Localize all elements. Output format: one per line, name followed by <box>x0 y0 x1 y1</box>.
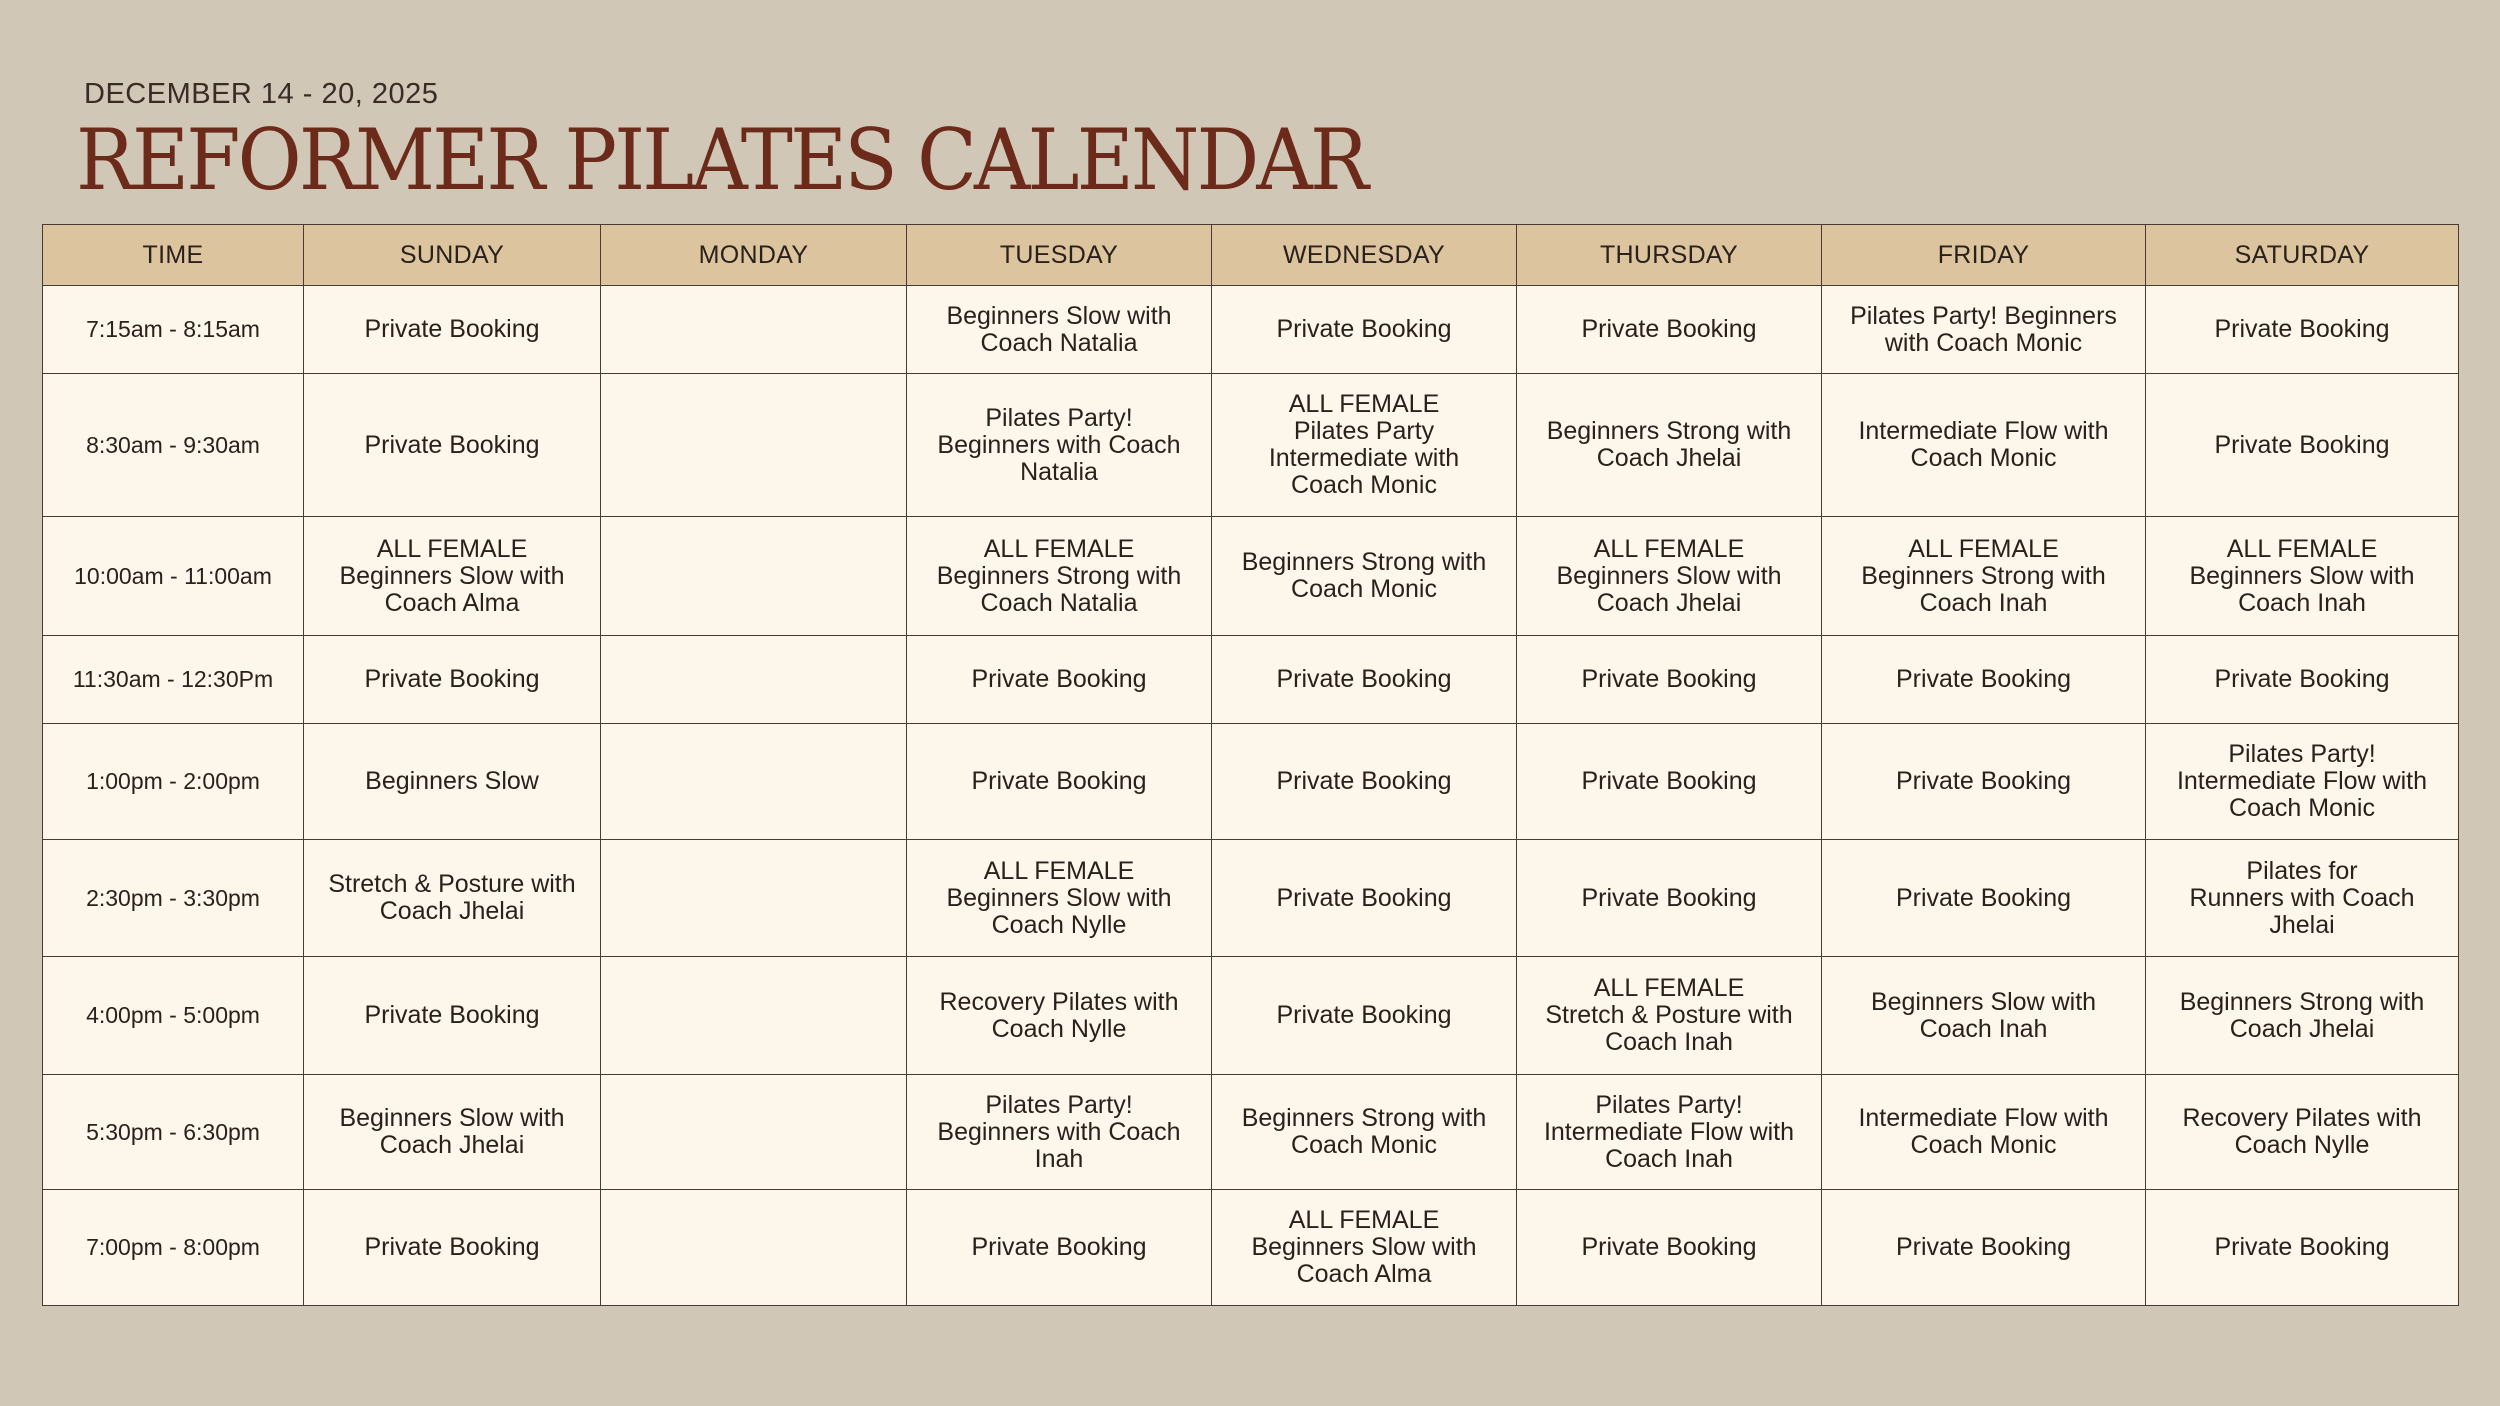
class-text-line: Coach Monic <box>1910 1131 2057 1159</box>
class-text-line: Private Booking <box>1276 883 1452 912</box>
class-text-line: Beginners Slow with <box>1251 1233 1477 1261</box>
class-cell-monday <box>601 1190 907 1306</box>
class-text-line: Private Booking <box>1581 883 1757 912</box>
class-cell-tuesday <box>907 286 1212 374</box>
class-text-line: ALL FEMALE <box>1288 390 1440 418</box>
column-header-monday: MONDAY <box>601 225 907 286</box>
class-text-line: Coach Monic <box>1291 1131 1437 1159</box>
class-text-line: Private Booking <box>971 767 1147 795</box>
class-text-line: ALL FEMALE <box>1288 1206 1440 1234</box>
class-cell-saturday <box>2146 724 2459 840</box>
class-text-line: Beginners Strong with <box>2179 987 2425 1016</box>
class-cell-wednesday <box>1212 517 1517 636</box>
class-text-line: Coach Jhelai <box>379 897 525 925</box>
class-text-line: Private Booking <box>364 430 540 459</box>
class-text-line: with Coach Monic <box>1884 328 2083 357</box>
class-cell-sunday <box>304 840 601 957</box>
class-text-line: ALL FEMALE <box>1593 974 1745 1002</box>
class-text-line: Beginners Slow with <box>946 883 1172 912</box>
class-cell-monday <box>601 517 907 636</box>
class-text-line: Runners with Coach <box>2189 883 2415 912</box>
class-cell-friday <box>1822 840 2146 957</box>
class-text-line: Beginners Slow with <box>2189 561 2415 590</box>
table-row <box>43 286 2459 374</box>
class-text-line: Private Booking <box>364 1233 540 1261</box>
class-text-line: Beginners Strong with <box>1546 417 1792 445</box>
class-text-line: Coach Nylle <box>991 1014 1127 1043</box>
table-row <box>43 957 2459 1075</box>
class-cell-tuesday <box>907 517 1212 636</box>
class-text-line: Stretch & Posture with <box>328 870 576 898</box>
class-cell-sunday <box>304 374 601 517</box>
time-slot-cell: 8:30am - 9:30am <box>43 374 304 517</box>
class-text-line: Beginners Slow with <box>339 1104 565 1132</box>
class-text-line: Intermediate Flow with <box>1543 1117 1795 1146</box>
column-header-sunday: SUNDAY <box>304 225 601 286</box>
class-text-line: Coach Jhelai <box>379 1131 525 1159</box>
page-title: REFORMER PILATES CALENDAR <box>76 111 1367 209</box>
time-slot-cell: 7:00pm - 8:00pm <box>43 1190 304 1306</box>
class-text-line: Pilates Party! <box>1595 1090 1743 1119</box>
class-text-line: Private Booking <box>971 665 1147 693</box>
class-cell-wednesday <box>1212 1075 1517 1190</box>
table-row <box>43 1190 2459 1306</box>
class-cell-monday <box>601 957 907 1075</box>
class-text-line: Coach Natalia <box>980 588 1138 617</box>
class-cell-sunday <box>304 517 601 636</box>
date-range: DECEMBER 14 - 20, 2025 <box>84 78 439 110</box>
class-text-line: Coach Alma <box>384 588 520 617</box>
column-header-thursday: THURSDAY <box>1517 225 1822 286</box>
class-text-line: Intermediate Flow with <box>2176 767 2428 795</box>
column-header-tuesday: TUESDAY <box>907 225 1212 286</box>
class-text-line: Coach Alma <box>1296 1260 1432 1288</box>
class-cell-friday <box>1822 1075 2146 1190</box>
class-text-line: ALL FEMALE <box>1908 534 2059 563</box>
time-slot-cell: 5:30pm - 6:30pm <box>43 1075 304 1190</box>
class-text-line: Coach Inah <box>1919 588 2048 617</box>
class-cell-friday <box>1822 1190 2146 1306</box>
class-cell-sunday <box>304 724 601 840</box>
class-text-line: ALL FEMALE <box>2226 534 2378 563</box>
class-cell-thursday <box>1517 374 1822 517</box>
class-cell-thursday <box>1517 1075 1822 1190</box>
class-text-line: Private Booking <box>1581 1233 1757 1261</box>
class-text-line: Intermediate with <box>1268 444 1460 472</box>
class-text-line: Private Booking <box>1895 883 2072 912</box>
class-text-line: Coach Inah <box>2238 588 2366 617</box>
class-cell-tuesday <box>907 1190 1212 1306</box>
table-row <box>43 374 2459 517</box>
class-cell-thursday <box>1517 957 1822 1075</box>
class-text-line: Beginners Slow with <box>946 301 1172 330</box>
class-text-line: Pilates for <box>2246 856 2358 885</box>
class-text-line: Private Booking <box>1895 767 2072 795</box>
class-text-line: Private Booking <box>2214 430 2390 459</box>
class-text-line: Private Booking <box>1276 665 1452 693</box>
class-text-line: Beginners Slow <box>365 767 539 795</box>
class-cell-monday <box>601 374 907 517</box>
class-cell-monday <box>601 840 907 957</box>
class-text-line: Private Booking <box>364 315 540 343</box>
time-slot-cell: 10:00am - 11:00am <box>43 517 304 636</box>
class-text-line: Coach Jhelai <box>1596 588 1742 617</box>
class-cell-wednesday <box>1212 724 1517 840</box>
class-cell-saturday <box>2146 286 2459 374</box>
class-text-line: Pilates Party <box>1293 417 1435 445</box>
class-text-line: Private Booking <box>2214 1233 2390 1261</box>
class-text-line: Recovery Pilates with <box>939 987 1179 1016</box>
class-text-line: Beginners Strong with <box>1241 1104 1487 1132</box>
class-text-line: Private Booking <box>971 1233 1147 1261</box>
table-row <box>43 1075 2459 1190</box>
class-cell-saturday <box>2146 636 2459 724</box>
class-cell-sunday <box>304 636 601 724</box>
class-text-line: Pilates Party! <box>985 1090 1133 1119</box>
class-text-line: Pilates Party! <box>2228 740 2376 768</box>
class-cell-tuesday <box>907 724 1212 840</box>
class-cell-thursday <box>1517 517 1822 636</box>
table-row <box>43 517 2459 636</box>
class-text-line: Private Booking <box>2214 315 2390 343</box>
class-cell-friday <box>1822 517 2146 636</box>
class-cell-saturday <box>2146 1075 2459 1190</box>
class-text-line: ALL FEMALE <box>1593 534 1745 563</box>
class-text-line: Pilates Party! <box>985 403 1133 432</box>
class-text-line: Private Booking <box>1581 767 1757 795</box>
class-cell-monday <box>601 724 907 840</box>
class-cell-saturday <box>2146 840 2459 957</box>
table-row <box>43 840 2459 957</box>
time-slot-cell: 7:15am - 8:15am <box>43 286 304 374</box>
class-text-line: Intermediate Flow with <box>1858 1104 2109 1132</box>
class-text-line: Beginners Strong with <box>1861 561 2106 590</box>
class-text-line: Pilates Party! Beginners <box>1850 301 2117 330</box>
class-text-line: Beginners Strong with <box>936 561 1182 590</box>
class-text-line: Private Booking <box>1276 315 1452 343</box>
class-cell-tuesday <box>907 957 1212 1075</box>
class-text-line: Coach Jhelai <box>1596 444 1742 472</box>
class-cell-monday <box>601 636 907 724</box>
column-header-time: TIME <box>43 225 304 286</box>
class-text-line: Private Booking <box>1895 665 2072 693</box>
class-text-line: Beginners Strong with <box>1241 548 1487 576</box>
class-cell-friday <box>1822 636 2146 724</box>
class-text-line: Coach Natalia <box>980 328 1138 357</box>
class-cell-sunday <box>304 1075 601 1190</box>
class-text-line: Coach Inah <box>1605 1028 1733 1056</box>
class-text-line: Coach Monic <box>1910 444 2057 472</box>
class-text-line: Coach Monic <box>1291 575 1437 603</box>
class-text-line: Beginners Slow with <box>339 561 565 590</box>
class-cell-wednesday <box>1212 1190 1517 1306</box>
class-cell-saturday <box>2146 517 2459 636</box>
class-cell-friday <box>1822 724 2146 840</box>
class-text-line: Private Booking <box>1581 665 1757 693</box>
column-header-saturday: SATURDAY <box>2146 225 2459 286</box>
table-row <box>43 636 2459 724</box>
class-text-line: Stretch & Posture with <box>1545 1001 1793 1029</box>
class-cell-wednesday <box>1212 957 1517 1075</box>
class-text-line: Coach Inah <box>1919 1014 2048 1043</box>
class-text-line: Natalia <box>1020 457 1098 486</box>
class-text-line: Coach Nylle <box>991 910 1127 939</box>
class-cell-tuesday <box>907 840 1212 957</box>
class-cell-thursday <box>1517 1190 1822 1306</box>
class-cell-wednesday <box>1212 636 1517 724</box>
class-cell-tuesday <box>907 1075 1212 1190</box>
class-cell-friday <box>1822 286 2146 374</box>
class-cell-tuesday <box>907 374 1212 517</box>
time-slot-cell: 4:00pm - 5:00pm <box>43 957 304 1075</box>
table-row <box>43 724 2459 840</box>
class-text-line: Coach Monic <box>2229 794 2375 822</box>
time-slot-cell: 1:00pm - 2:00pm <box>43 724 304 840</box>
class-text-line: Private Booking <box>1276 1001 1452 1029</box>
class-text-line: Private Booking <box>364 1001 540 1029</box>
class-cell-thursday <box>1517 724 1822 840</box>
class-cell-sunday <box>304 1190 601 1306</box>
class-text-line: Private Booking <box>2214 665 2390 693</box>
class-text-line: Private Booking <box>1895 1233 2072 1261</box>
class-text-line: ALL FEMALE <box>983 534 1135 563</box>
class-cell-thursday <box>1517 636 1822 724</box>
class-cell-thursday <box>1517 286 1822 374</box>
class-text-line: Private Booking <box>1581 315 1757 343</box>
class-text-line: ALL FEMALE <box>376 534 528 563</box>
class-text-line: Coach Nylle <box>2234 1131 2370 1159</box>
class-cell-friday <box>1822 374 2146 517</box>
class-cell-wednesday <box>1212 840 1517 957</box>
class-text-line: Coach Jhelai <box>2229 1014 2375 1043</box>
class-text-line: Coach Inah <box>1605 1144 1733 1173</box>
class-cell-saturday <box>2146 1190 2459 1306</box>
class-text-line: Intermediate Flow with <box>1858 417 2109 445</box>
time-slot-cell: 2:30pm - 3:30pm <box>43 840 304 957</box>
class-cell-friday <box>1822 957 2146 1075</box>
column-header-wednesday: WEDNESDAY <box>1212 225 1517 286</box>
header-row <box>43 225 2459 286</box>
class-text-line: Inah <box>1034 1144 1084 1173</box>
class-cell-monday <box>601 286 907 374</box>
class-cell-thursday <box>1517 840 1822 957</box>
class-text-line: Recovery Pilates with <box>2182 1104 2422 1132</box>
class-cell-wednesday <box>1212 374 1517 517</box>
class-text-line: Jhelai <box>2269 910 2335 939</box>
class-text-line: Beginners with Coach <box>937 1117 1181 1146</box>
class-cell-sunday <box>304 957 601 1075</box>
class-cell-saturday <box>2146 957 2459 1075</box>
class-cell-wednesday <box>1212 286 1517 374</box>
time-slot-cell: 11:30am - 12:30Pm <box>43 636 304 724</box>
class-cell-saturday <box>2146 374 2459 517</box>
class-text-line: Beginners with Coach <box>937 430 1181 459</box>
class-text-line: Coach Monic <box>1291 471 1437 499</box>
class-text-line: Beginners Slow with <box>1870 987 2097 1016</box>
class-cell-monday <box>601 1075 907 1190</box>
schedule-table <box>42 224 2459 1306</box>
class-text-line: Beginners Slow with <box>1556 561 1782 590</box>
class-cell-sunday <box>304 286 601 374</box>
class-text-line: Private Booking <box>1276 767 1452 795</box>
class-cell-tuesday <box>907 636 1212 724</box>
class-text-line: Private Booking <box>364 665 540 693</box>
class-text-line: ALL FEMALE <box>983 856 1135 885</box>
column-header-friday: FRIDAY <box>1822 225 2146 286</box>
